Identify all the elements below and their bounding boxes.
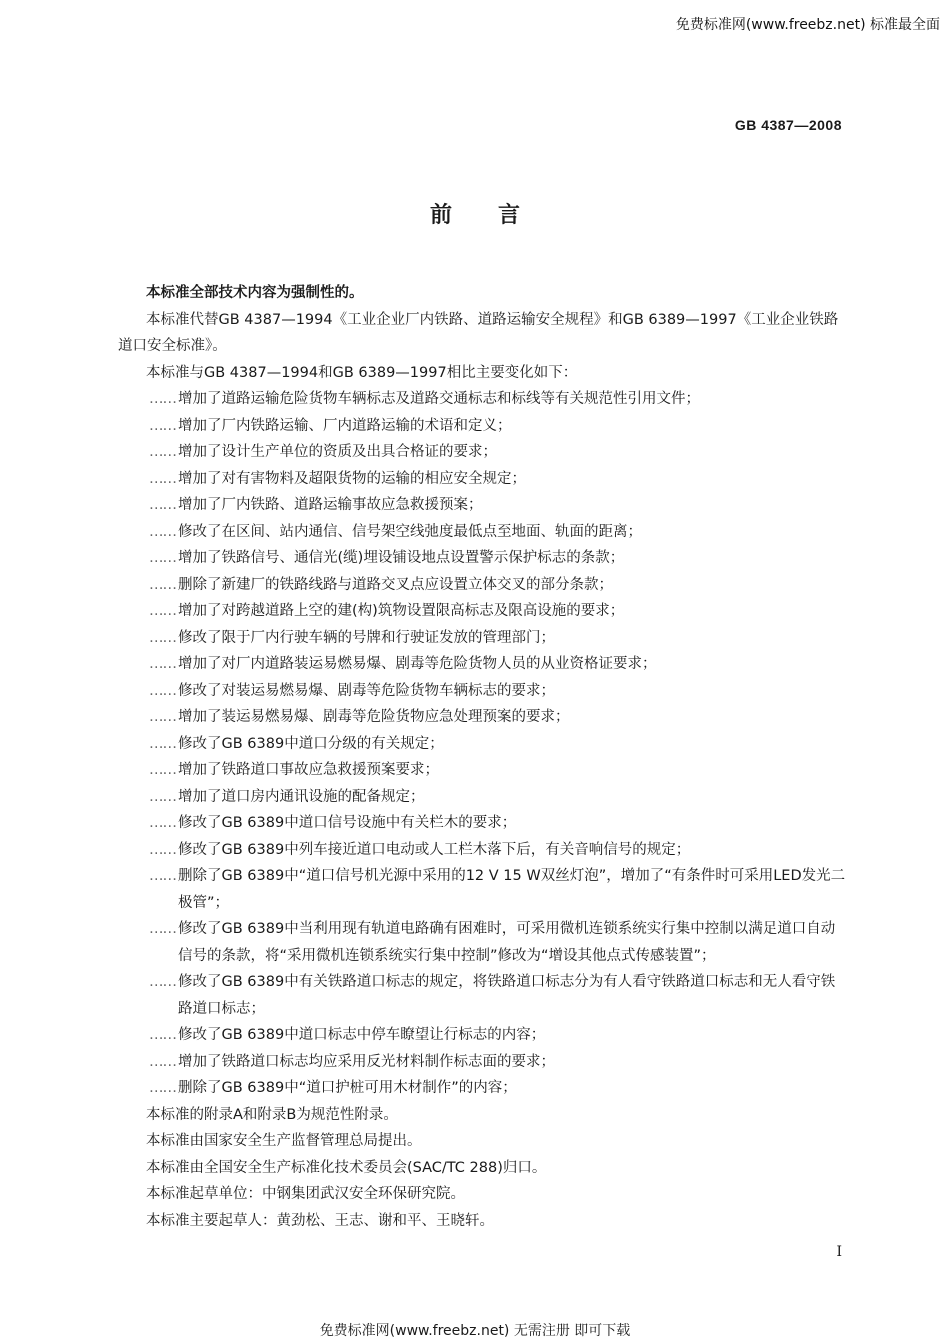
change-item <box>118 519 848 546</box>
change-item <box>118 863 848 916</box>
dash-marker: …… <box>149 815 176 831</box>
dash-marker: …… <box>149 470 176 487</box>
change-item-text: 修改了GB 6389中有关铁路道口标志的规定，将铁路道口标志分为有人看守铁路道口标志和无人看守铁路道口标志； <box>178 974 836 1017</box>
dash-marker: …… <box>149 974 176 990</box>
change-item-text: 增加了厂内铁路运输、厂内道路运输的术语和定义； <box>178 417 512 434</box>
dash-marker: …… <box>149 523 176 540</box>
intro-paragraph: 本标准与GB 4387—1994和GB 6389—1997相比主要变化如下： <box>146 364 578 381</box>
change-item <box>118 969 848 1022</box>
closing-paragraph: 本标准主要起草人：黄劲松、王志、谢和平、王晓轩。 <box>146 1212 494 1229</box>
closing-paragraph: 本标准由国家安全生产监督管理总局提出。 <box>146 1133 422 1149</box>
dash-marker: …… <box>149 417 176 434</box>
dash-marker: …… <box>149 709 176 725</box>
dash-marker: …… <box>149 1027 176 1043</box>
change-item-text: 修改了GB 6389中当利用现有轨道电路确有困难时，可采用微机连锁系统实行集中控制以满足道口自动信号的条款，将“采用微机连锁系统实行集中控制”修改为“增设其他点式传感装置”； <box>178 921 836 964</box>
change-item-text: 修改了GB 6389中道口分级的有关规定； <box>178 735 444 752</box>
change-item-text: 增加了铁路道口标志均应采用反光材料制作标志面的要求； <box>178 1053 555 1070</box>
change-item <box>118 598 848 625</box>
page-title: 前言 <box>429 203 566 228</box>
dash-marker: …… <box>149 1080 176 1096</box>
foreword-body <box>118 280 848 1234</box>
change-item-text: 删除了新建厂的铁路线路与道路交叉点应设置立体交叉的部分条款； <box>178 576 613 593</box>
change-item-text: 修改了限于厂内行驶车辆的号牌和行驶证发放的管理部门； <box>178 629 555 646</box>
dash-marker: …… <box>149 603 176 619</box>
change-item-text: 增加了对跨越道路上空的建(构)筑物设置限高标志及限高设施的要求； <box>178 603 625 619</box>
change-item-text: 修改了GB 6389中道口信号设施中有关栏木的要求； <box>178 815 517 831</box>
dash-marker: …… <box>149 921 176 937</box>
closing-paragraph: 本标准起草单位：中钢集团武汉安全环保研究院。 <box>146 1186 465 1202</box>
change-item-text: 增加了对有害物料及超限货物的运输的相应安全规定； <box>178 470 526 487</box>
intro-paragraph: 本标准代替GB 4387—1994《工业企业厂内铁路、道路运输安全规程》和GB 6389—1997《工业企业铁路道口安全标准》。 <box>118 311 839 354</box>
change-item-text: 修改了GB 6389中列车接近道口电动或人工栏木落下后，有关音响信号的规定； <box>178 841 691 858</box>
dash-marker: …… <box>149 497 176 513</box>
change-item <box>118 1049 848 1076</box>
change-item-text: 增加了铁路信号、通信光(缆)埋设铺设地点设置警示保护标志的条款； <box>178 550 625 566</box>
change-item-text: 增加了设计生产单位的资质及出具合格证的要求； <box>178 444 497 460</box>
change-list <box>118 386 848 1102</box>
change-item <box>118 916 848 969</box>
page-number: I <box>836 1244 842 1260</box>
change-item-text: 增加了对厂内道路装运易燃易爆、剧毒等危险货物人员的从业资格证要求； <box>178 656 657 672</box>
dash-marker: …… <box>149 788 176 805</box>
change-item-text: 修改了对装运易燃易爆、剧毒等危险货物车辆标志的要求； <box>178 682 555 699</box>
dash-marker: …… <box>149 576 176 593</box>
dash-marker: …… <box>149 444 176 460</box>
change-item-text: 增加了厂内铁路、道路运输事故应急救援预案； <box>178 497 483 513</box>
change-item <box>118 837 848 864</box>
change-item-text: 删除了GB 6389中“道口信号机光源中采用的12 V 15 W双丝灯泡”，增加了“有条件时可采用LED发光二极管”； <box>178 868 846 911</box>
dash-marker: …… <box>149 550 176 566</box>
change-item <box>118 1075 848 1102</box>
change-item-text: 增加了道路运输危险货物车辆标志及道路交通标志和标线等有关规范性引用文件； <box>178 391 700 407</box>
change-item-text: 增加了装运易燃易爆、剧毒等危险货物应急处理预案的要求； <box>178 709 570 725</box>
change-item <box>118 492 848 519</box>
closing-paragraph: 本标准的附录A和附录B为规范性附录。 <box>146 1106 398 1123</box>
intro-paragraph: 本标准全部技术内容为强制性的。 <box>146 285 364 301</box>
header-watermark: 免费标准网(www.freebz.net) 标准最全面 <box>675 17 940 33</box>
dash-marker: …… <box>149 656 176 672</box>
dash-marker: …… <box>149 841 176 858</box>
change-item <box>118 757 848 784</box>
dash-marker: …… <box>149 629 176 646</box>
dash-marker: …… <box>149 762 176 778</box>
change-item-text: 增加了铁路道口事故应急救援预案要求； <box>178 762 439 778</box>
change-item-text: 删除了GB 6389中“道口护桩可用木材制作”的内容； <box>178 1080 517 1096</box>
change-item <box>118 784 848 811</box>
dash-marker: …… <box>149 1053 176 1070</box>
change-item <box>118 386 848 413</box>
change-item <box>118 572 848 599</box>
dash-marker: …… <box>149 682 176 699</box>
footer-watermark: 免费标准网(www.freebz.net) 无需注册 即可下载 <box>319 1323 631 1339</box>
change-item <box>118 810 848 837</box>
closing-paragraph: 本标准由全国安全生产标准化技术委员会(SAC/TC 288)归口。 <box>146 1159 547 1176</box>
standard-code: GB 4387—2008 <box>734 117 842 133</box>
change-item <box>118 704 848 731</box>
change-item-text: 修改了GB 6389中道口标志中停车瞭望让行标志的内容； <box>178 1027 546 1043</box>
change-item <box>118 1022 848 1049</box>
change-item <box>118 413 848 440</box>
change-item <box>118 678 848 705</box>
change-item <box>118 466 848 493</box>
change-item <box>118 731 848 758</box>
change-item-text: 修改了在区间、站内通信、信号架空线弛度最低点至地面、轨面的距离； <box>178 523 642 540</box>
change-item <box>118 439 848 466</box>
dash-marker: …… <box>149 391 176 407</box>
change-item <box>118 651 848 678</box>
change-item-text: 增加了道口房内通讯设施的配备规定； <box>178 788 425 805</box>
dash-marker: …… <box>149 735 176 752</box>
change-item <box>118 625 848 652</box>
change-item <box>118 545 848 572</box>
dash-marker: …… <box>149 868 176 884</box>
